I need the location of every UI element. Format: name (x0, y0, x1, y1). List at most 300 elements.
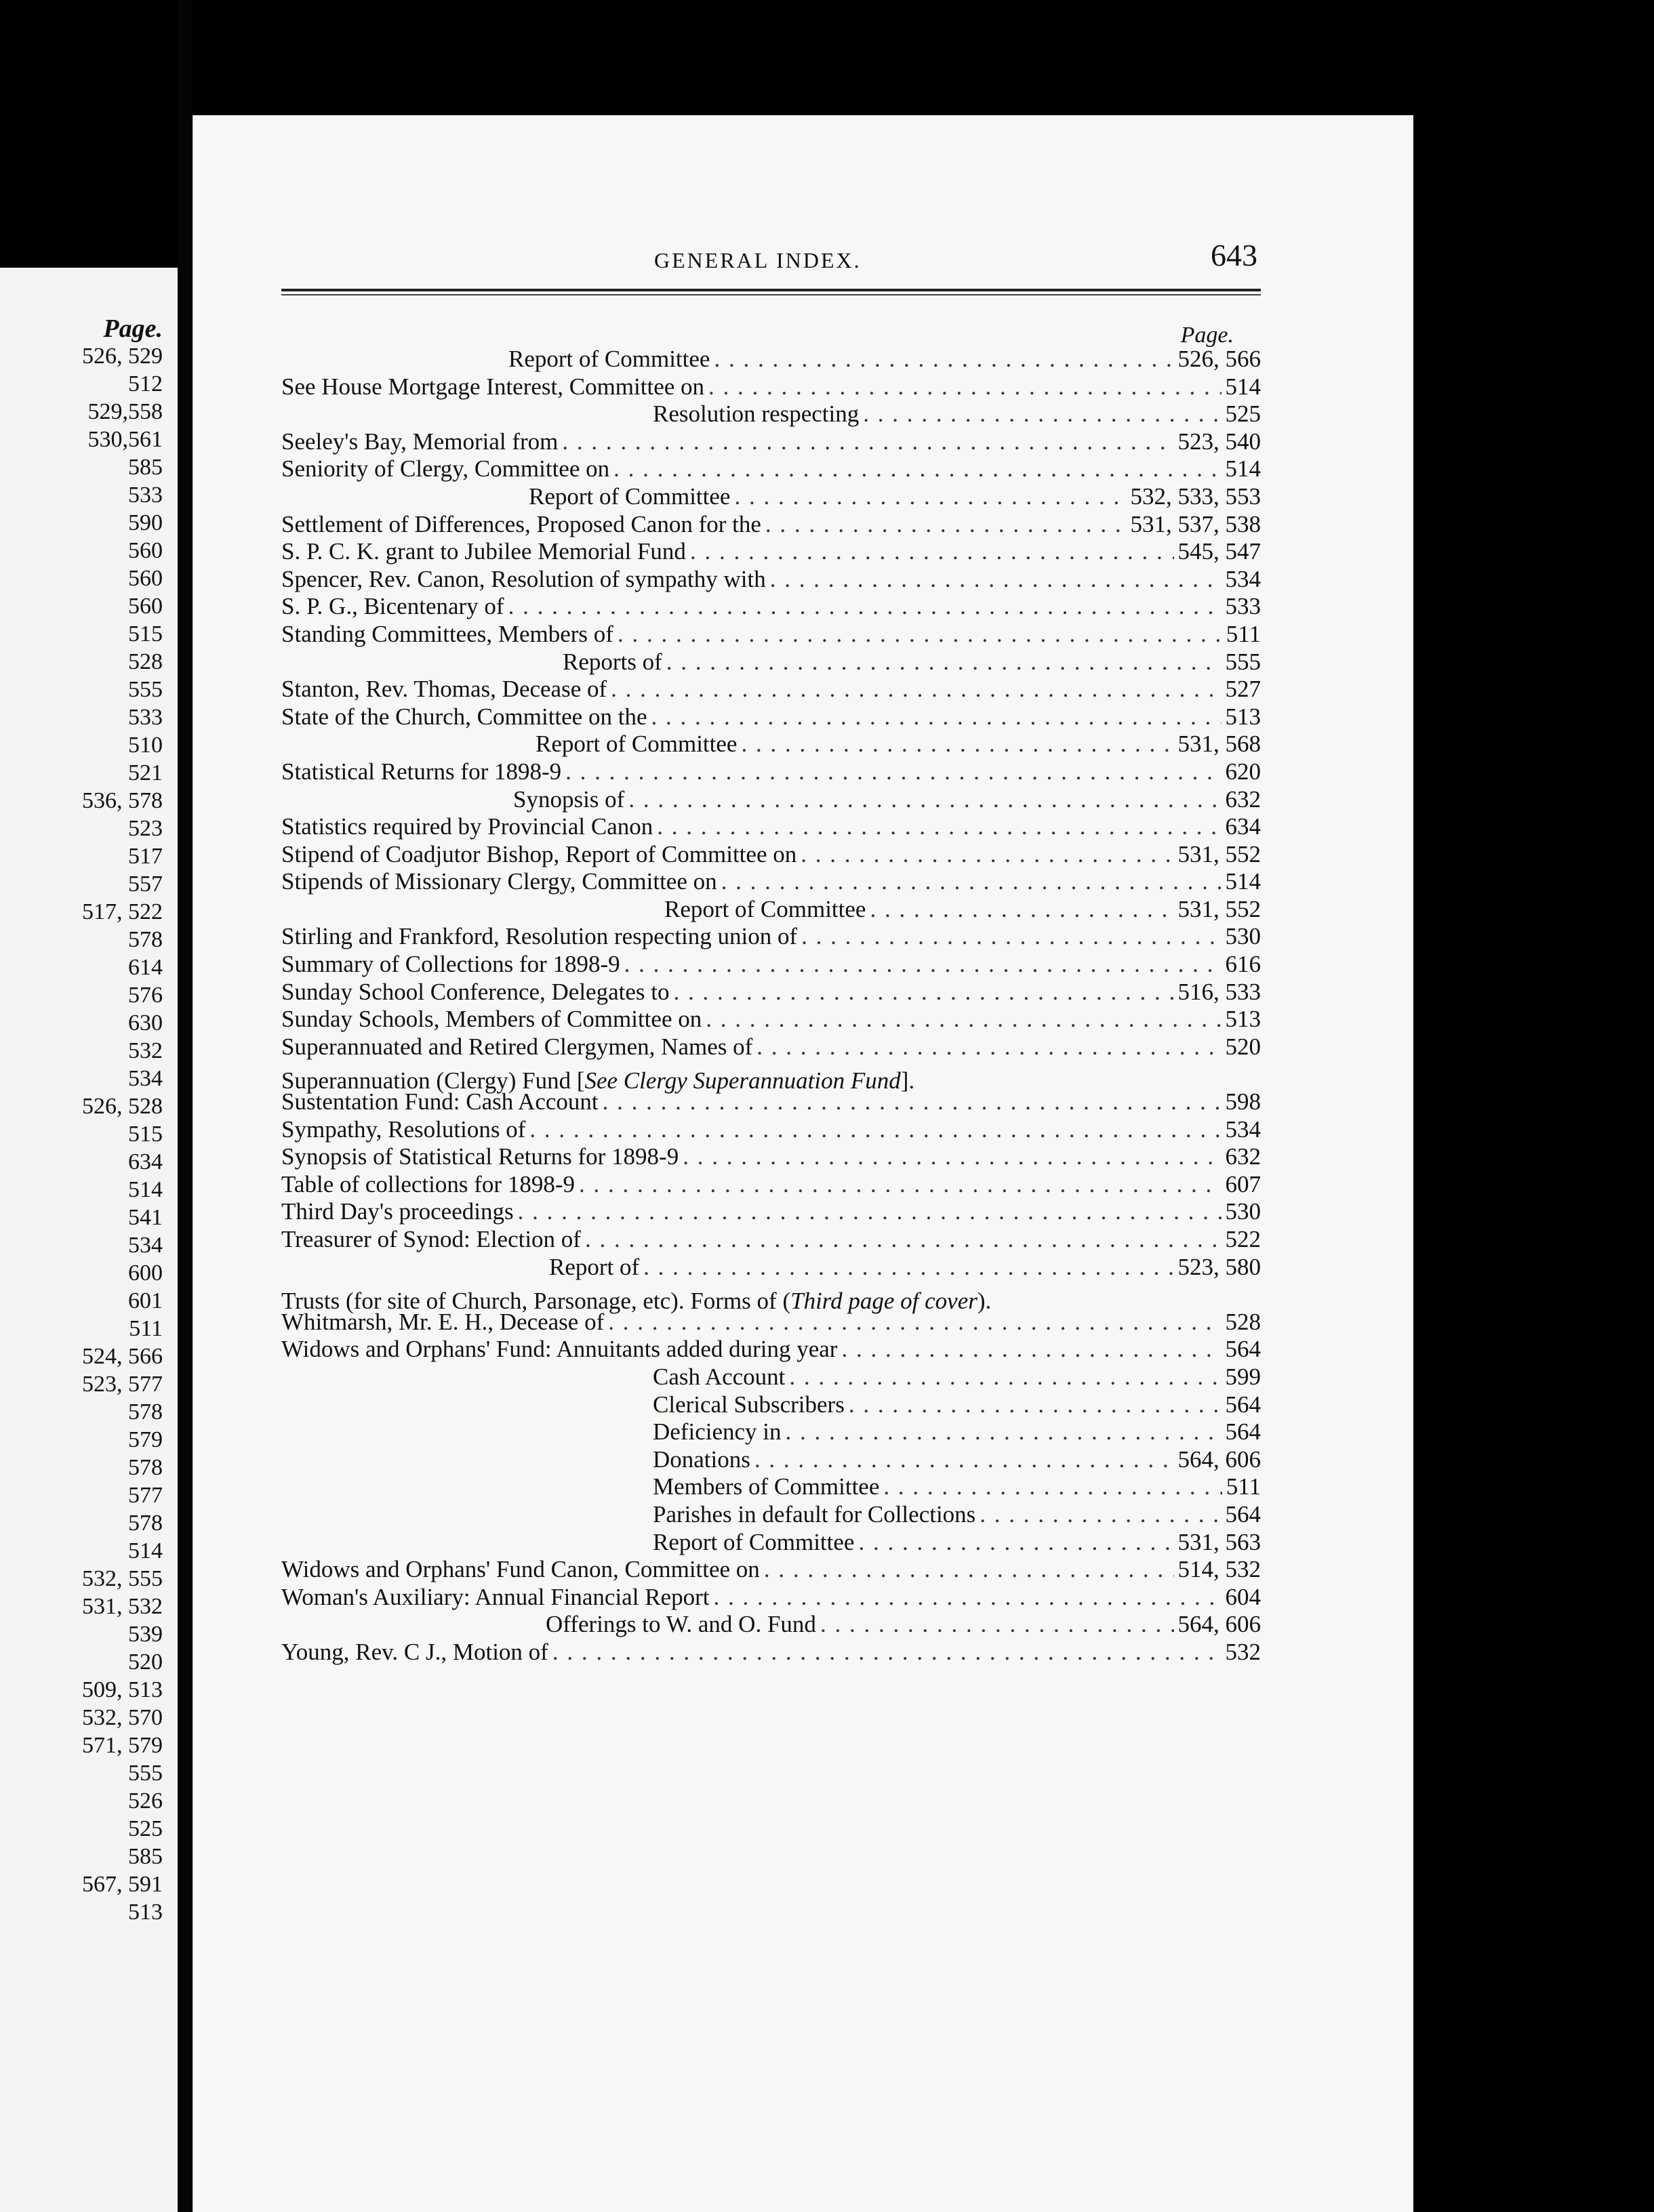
left-page-number: 515 (128, 1122, 163, 1147)
entry-heading: Settlement of Differences, Proposed Canon for the (281, 510, 761, 537)
index-entry (281, 951, 1261, 979)
entry-page-numbers: 514 (1225, 455, 1261, 483)
index-entry-text (281, 1143, 679, 1171)
index-entry-text (281, 538, 686, 566)
entry-page-numbers: 564, 606 (1177, 1446, 1261, 1473)
left-page-number: 634 (128, 1149, 163, 1174)
left-page-number: 524, 566 (82, 1344, 163, 1369)
index-entry-text (281, 621, 613, 649)
index-entry (281, 1446, 1261, 1474)
right-page (193, 115, 1413, 2212)
entry-page-numbers: 634 (1225, 813, 1261, 840)
left-page-number: 577 (128, 1483, 163, 1508)
entry-heading: Whitmarsh, Mr. E. H., Decease of (281, 1308, 605, 1335)
entry-page-numbers: 620 (1225, 758, 1261, 785)
index-entry-text (281, 1198, 514, 1226)
entry-page-numbers: 532, 533, 553 (1130, 483, 1261, 510)
left-page-number: 585 (128, 455, 163, 480)
entry-heading: Stipend of Coadjutor Bishop, Report of Committee on (281, 840, 797, 867)
index-entry-text (281, 758, 561, 786)
dot-leader (651, 703, 1221, 731)
index-entry (281, 483, 1261, 511)
left-page-number: 536, 578 (82, 788, 163, 813)
dot-leader (657, 813, 1221, 841)
entry-heading: Spencer, Rev. Canon, Resolution of sympathy with (281, 565, 766, 592)
index-entry-text (281, 1639, 548, 1666)
left-page-number: 560 (128, 594, 163, 619)
entry-page-numbers: 632 (1225, 1143, 1261, 1170)
entry-page-numbers: 632 (1225, 785, 1261, 813)
dot-leader (801, 841, 1173, 869)
entry-heading: Stipends of Missionary Clergy, Committee on (281, 868, 717, 895)
dot-leader (995, 1281, 1230, 1309)
index-entry-text (281, 1584, 709, 1612)
entry-heading: Young, Rev. C J., Motion of (281, 1638, 548, 1665)
entry-heading: Statistical Returns for 1898-9 (281, 758, 562, 785)
entry-heading: Superannuated and Retired Clergymen, Names of (281, 1033, 753, 1060)
entry-closing-punctuation: ). (977, 1287, 992, 1314)
index-entry (281, 923, 1261, 951)
index-entry-text (281, 951, 620, 979)
index-entry-text (281, 676, 607, 703)
left-page-number: 532, 570 (82, 1705, 163, 1730)
left-page-number: 520 (128, 1650, 163, 1675)
left-page-number: 578 (128, 927, 163, 952)
entry-page-numbers: 520 (1225, 1033, 1261, 1060)
entry-heading: Report of (549, 1253, 640, 1280)
left-page-number: 601 (128, 1288, 163, 1313)
dot-leader (508, 593, 1222, 621)
left-page-column-label: Page. (103, 314, 163, 343)
left-page-number: 531, 532 (82, 1594, 163, 1619)
index-entry (281, 1116, 1261, 1144)
entry-page-numbers: 555 (1225, 648, 1261, 675)
left-page-fragment (0, 268, 178, 2212)
index-entry (281, 1143, 1261, 1171)
entry-page-numbers: 513 (1225, 703, 1261, 730)
left-page-number: 555 (128, 677, 163, 702)
entry-heading: Seniority of Clergy, Committee on (281, 455, 610, 483)
index-entry (281, 1336, 1261, 1364)
entry-heading: Stanton, Rev. Thomas, Decease of (281, 676, 607, 703)
left-page-numbers (82, 342, 163, 1926)
entry-heading: Report of Committee (536, 731, 738, 758)
header-rule-secondary (281, 294, 1261, 295)
entry-page-numbers: 604 (1225, 1583, 1261, 1610)
left-page-number: 560 (128, 538, 163, 563)
index-entry-text (653, 1446, 750, 1474)
index-entry (281, 676, 1261, 703)
entry-page-numbers: 534 (1225, 565, 1261, 592)
index-entry (281, 1639, 1261, 1666)
index-entry-text (281, 1088, 599, 1116)
entry-page-numbers: 564 (1225, 1500, 1261, 1528)
entry-page-numbers: 525 (1225, 401, 1261, 428)
index-entry-text (508, 346, 710, 373)
index-entry (281, 1584, 1261, 1612)
dot-leader (870, 896, 1173, 924)
entry-heading: Sunday Schools, Members of Committee on (281, 1006, 702, 1033)
entry-heading: Parishes in default for Collections (653, 1500, 976, 1528)
dot-leader (683, 1143, 1221, 1171)
entry-heading: Deficiency in (653, 1418, 782, 1446)
entry-heading: Third Day's proceedings (281, 1198, 514, 1225)
index-entry (281, 1226, 1261, 1254)
entry-heading: Seeley's Bay, Memorial from (281, 428, 559, 455)
dot-leader (579, 1171, 1222, 1199)
index-entry (281, 649, 1261, 676)
entry-page-numbers: 516, 533 (1177, 978, 1261, 1005)
index-entry-text (563, 649, 662, 676)
dot-leader (770, 566, 1222, 594)
entry-heading: Standing Committees, Members of (281, 620, 613, 647)
index-entry (281, 731, 1261, 758)
entry-heading: Sustentation Fund: Cash Account (281, 1088, 599, 1115)
dot-leader (849, 1391, 1222, 1419)
index-entry (281, 896, 1261, 924)
entry-heading: Widows and Orphans' Fund: Annuitants added during year (281, 1336, 838, 1363)
entry-page-numbers: 564 (1225, 1418, 1261, 1446)
dot-leader (754, 1446, 1174, 1474)
entry-page-numbers: 599 (1225, 1363, 1261, 1390)
entry-page-numbers: 531, 537, 538 (1130, 510, 1261, 537)
dot-leader (757, 1033, 1221, 1061)
entry-page-numbers: 564 (1225, 1336, 1261, 1363)
index-entry (281, 1501, 1261, 1529)
left-page-number: 532, 555 (82, 1566, 163, 1591)
entry-heading: Report of Committee (664, 895, 866, 922)
index-entry-text (653, 401, 859, 428)
entry-heading: Report of Committee (529, 483, 731, 510)
left-page-number: 555 (128, 1761, 163, 1786)
entry-heading: Statistics required by Provincial Canon (281, 813, 653, 840)
index-entry (281, 813, 1261, 841)
left-page-number: 533 (128, 483, 163, 508)
dot-leader (643, 1254, 1173, 1282)
index-entry (281, 401, 1261, 428)
index-entry-text (281, 455, 609, 483)
entry-heading: Table of collections for 1898-9 (281, 1170, 575, 1197)
left-page-number: 510 (128, 733, 163, 758)
dot-leader (611, 676, 1221, 703)
entry-page-numbers: 523, 540 (1177, 428, 1261, 455)
left-page-number: 557 (128, 872, 163, 897)
entry-heading: State of the Church, Committee on the (281, 703, 647, 730)
index-entry (281, 1254, 1261, 1282)
index-entry-text (529, 483, 730, 511)
dot-leader (734, 483, 1126, 511)
left-page-number: 526, 528 (82, 1094, 163, 1119)
index-entry (281, 455, 1261, 483)
left-page-number: 541 (128, 1205, 163, 1230)
index-entry (281, 346, 1261, 373)
entry-heading: Report of Committee (653, 1528, 855, 1555)
entry-page-numbers: 523, 580 (1177, 1253, 1261, 1280)
entry-page-numbers: 514 (1225, 868, 1261, 895)
entry-page-numbers: 511 (1226, 620, 1261, 647)
left-page-number: 571, 579 (82, 1733, 163, 1758)
left-page-number: 560 (128, 566, 163, 591)
left-page-number: 512 (128, 371, 163, 396)
entry-heading: See House Mortgage Interest, Committee on (281, 373, 705, 400)
index-entry-text (281, 566, 766, 594)
index-entry-text (281, 841, 796, 869)
dot-leader (741, 731, 1173, 758)
entry-heading: Offerings to W. and O. Fund (546, 1611, 816, 1638)
dot-leader (789, 1364, 1221, 1391)
entry-page-numbers: 513 (1225, 1006, 1261, 1033)
index-entry (281, 1611, 1261, 1639)
dot-leader (608, 1309, 1221, 1336)
left-page-number: 514 (128, 1177, 163, 1202)
dot-leader (764, 1556, 1174, 1584)
entry-page-numbers: 514 (1225, 373, 1261, 400)
dot-leader (690, 538, 1174, 566)
index-entry-text (653, 1501, 975, 1529)
index-entry-text (281, 868, 717, 896)
left-page-number: 532 (128, 1038, 163, 1063)
dot-leader (714, 346, 1173, 373)
left-page-number: 534 (128, 1233, 163, 1258)
entry-page-numbers: 528 (1225, 1308, 1261, 1335)
dot-leader (706, 1006, 1221, 1033)
left-page-number: 578 (128, 1511, 163, 1536)
entry-heading: Report of Committee (508, 346, 710, 372)
index-entry-text (513, 786, 624, 814)
index-entry (281, 1171, 1261, 1199)
index-entry (281, 786, 1261, 814)
index-entry-text (281, 813, 653, 841)
entry-cross-reference: Third page of cover (790, 1287, 977, 1314)
left-page-number: 590 (128, 510, 163, 535)
dot-leader (529, 1116, 1221, 1144)
index-entry (281, 1418, 1261, 1446)
left-page-number: 515 (128, 621, 163, 647)
left-page-number: 514 (128, 1538, 163, 1563)
header-rule (281, 289, 1261, 291)
dot-leader (562, 428, 1173, 456)
index-entry (281, 1006, 1261, 1033)
entry-page-numbers: 532 (1225, 1638, 1261, 1665)
dot-leader (618, 621, 1222, 649)
entry-page-numbers: 531, 552 (1177, 840, 1261, 867)
index-entry (281, 1556, 1261, 1584)
dot-leader (765, 511, 1127, 539)
index-entry (281, 538, 1261, 566)
entry-cross-reference: See Clergy Superannuation Fund (584, 1067, 901, 1094)
index-entries (281, 346, 1261, 1666)
left-page-number: 585 (128, 1844, 163, 1869)
entry-heading: Stirling and Frankford, Resolution respecting union of (281, 923, 798, 950)
entry-heading: Synopsis of Statistical Returns for 1898-9 (281, 1143, 679, 1170)
left-page-number: 600 (128, 1261, 163, 1286)
dot-leader (666, 649, 1222, 676)
left-page-number: 517, 522 (82, 899, 163, 924)
dot-leader (613, 455, 1221, 483)
entry-page-numbers: 527 (1225, 676, 1261, 703)
left-page-number: 578 (128, 1455, 163, 1480)
entry-heading: S. P. C. K. grant to Jubilee Memorial Fund (281, 538, 686, 565)
page-number: 643 (1211, 238, 1257, 272)
index-entry-text (281, 593, 504, 621)
entry-heading: Cash Account (653, 1363, 786, 1390)
entry-page-numbers: 531, 563 (1177, 1528, 1261, 1555)
entry-page-numbers: 545, 547 (1177, 538, 1261, 565)
left-page-number: 521 (128, 760, 163, 785)
index-entry (281, 1309, 1261, 1336)
left-page-number: 534 (128, 1066, 163, 1091)
dot-leader (518, 1198, 1222, 1226)
entry-page-numbers: 511 (1226, 1473, 1261, 1500)
running-head: GENERAL INDEX. (654, 248, 862, 272)
dot-leader (565, 758, 1221, 786)
entry-page-numbers: 530 (1225, 1198, 1261, 1225)
index-entry-text (653, 1418, 782, 1446)
index-entry-text (281, 1309, 604, 1336)
index-entry-text (281, 511, 761, 539)
index-entry (281, 1088, 1261, 1116)
left-page-number: 578 (128, 1399, 163, 1425)
index-entry-text (281, 1336, 837, 1364)
index-entry-text (281, 1556, 760, 1584)
left-page-number: 614 (128, 955, 163, 980)
index-entry-text (653, 1473, 879, 1501)
index-entry-text (653, 1529, 854, 1557)
entry-page-numbers: 564 (1225, 1391, 1261, 1418)
left-page-number: 533 (128, 705, 163, 730)
dot-leader (883, 1473, 1222, 1501)
index-entry-text (281, 1171, 575, 1199)
entry-page-numbers: 531, 552 (1177, 895, 1261, 922)
index-entry-text (281, 1033, 752, 1061)
entry-heading: Reports of (563, 648, 662, 675)
left-page-number: 513 (128, 1900, 163, 1925)
dot-leader (673, 979, 1173, 1006)
index-entry (281, 511, 1261, 539)
entry-page-numbers: 534 (1225, 1115, 1261, 1143)
dot-leader (624, 951, 1222, 979)
index-entry-text (549, 1254, 639, 1282)
index-entry (281, 1529, 1261, 1557)
dot-leader (858, 1529, 1173, 1557)
left-page-number: 528 (128, 649, 163, 674)
left-page-number: 529,558 (87, 399, 163, 424)
index-entry (281, 1281, 1261, 1314)
index-entry (281, 1198, 1261, 1226)
dot-leader (863, 401, 1221, 428)
entry-page-numbers: 533 (1225, 593, 1261, 620)
index-entry-text (281, 373, 704, 401)
entry-page-numbers: 607 (1225, 1170, 1261, 1197)
entry-heading: Sympathy, Resolutions of (281, 1115, 526, 1143)
left-page-number: 511 (129, 1316, 163, 1341)
index-entry (281, 703, 1261, 731)
entry-heading: Members of Committee (653, 1473, 880, 1500)
left-page-number: 579 (128, 1427, 163, 1452)
index-entry (281, 593, 1261, 621)
index-entry (281, 1473, 1261, 1501)
dot-leader (801, 923, 1221, 951)
entry-heading: Treasurer of Synod: Election of (281, 1226, 581, 1252)
entry-heading: Donations (653, 1446, 750, 1473)
index-entry (281, 566, 1261, 594)
index-entry-text (281, 1226, 581, 1254)
left-page-number: 517 (128, 844, 163, 869)
left-page-number: 523, 577 (82, 1372, 163, 1397)
left-page-number: 526, 529 (82, 344, 163, 369)
entry-page-numbers: 564, 606 (1177, 1611, 1261, 1638)
index-entry (281, 979, 1261, 1006)
index-entry-text (653, 1391, 845, 1419)
dot-leader (820, 1611, 1174, 1639)
index-entry-text (281, 428, 558, 456)
index-entry (281, 1364, 1261, 1391)
index-entry-text (653, 1364, 785, 1391)
index-entry (281, 1033, 1261, 1061)
index-entry-text (664, 896, 866, 924)
entry-heading: Resolution respecting (653, 401, 860, 428)
left-page-number: 526 (128, 1788, 163, 1814)
index-entry (281, 1391, 1261, 1419)
index-entry (281, 1061, 1261, 1094)
entry-page-numbers: 530 (1225, 923, 1261, 950)
left-page-number: 530,561 (87, 427, 163, 452)
entry-closing-punctuation: ]. (900, 1067, 915, 1094)
index-entry (281, 428, 1261, 456)
left-page-number: 630 (128, 1010, 163, 1036)
dot-leader (721, 868, 1222, 896)
entry-heading: Superannuation (Clergy) Fund [ (281, 1067, 585, 1094)
entry-heading: Woman's Auxiliary: Annual Financial Report (281, 1583, 710, 1610)
left-page-number: 525 (128, 1816, 163, 1841)
left-page-number: 509, 513 (82, 1677, 163, 1702)
index-entry-text (546, 1611, 816, 1639)
entry-heading: Synopsis of (513, 785, 625, 813)
index-entry-text (281, 923, 797, 951)
left-page-number: 576 (128, 983, 163, 1008)
dot-leader (585, 1226, 1222, 1254)
index-entry (281, 621, 1261, 649)
entry-heading: S. P. G., Bicentenary of (281, 593, 504, 620)
dot-leader (603, 1088, 1222, 1116)
index-entry-text (281, 1116, 525, 1144)
index-entry-text (281, 703, 647, 731)
index-entry (281, 868, 1261, 896)
index-entry-text (536, 731, 737, 758)
dot-leader (552, 1639, 1222, 1666)
entry-heading: Clerical Subscribers (653, 1391, 845, 1418)
left-page-number: 539 (128, 1622, 163, 1647)
entry-heading: Summary of Collections for 1898-9 (281, 951, 620, 978)
left-page-number: 567, 591 (82, 1872, 163, 1897)
dot-leader (919, 1061, 1230, 1088)
dot-leader (708, 373, 1221, 401)
index-entry (281, 841, 1261, 869)
book-gutter (178, 0, 193, 2212)
left-page-number: 523 (128, 816, 163, 841)
dot-leader (786, 1418, 1222, 1446)
entry-page-numbers: 526, 566 (1177, 346, 1261, 372)
index-entry (281, 373, 1261, 401)
entry-page-numbers: 598 (1225, 1088, 1261, 1115)
index-entry-text (281, 1006, 702, 1033)
index-entry (281, 758, 1261, 786)
dot-leader (841, 1336, 1221, 1364)
page-column-label: Page. (1180, 323, 1234, 348)
entry-heading: Sunday School Conference, Delegates to (281, 978, 670, 1005)
entry-page-numbers: 531, 568 (1177, 731, 1261, 758)
entry-page-numbers: 522 (1225, 1226, 1261, 1252)
